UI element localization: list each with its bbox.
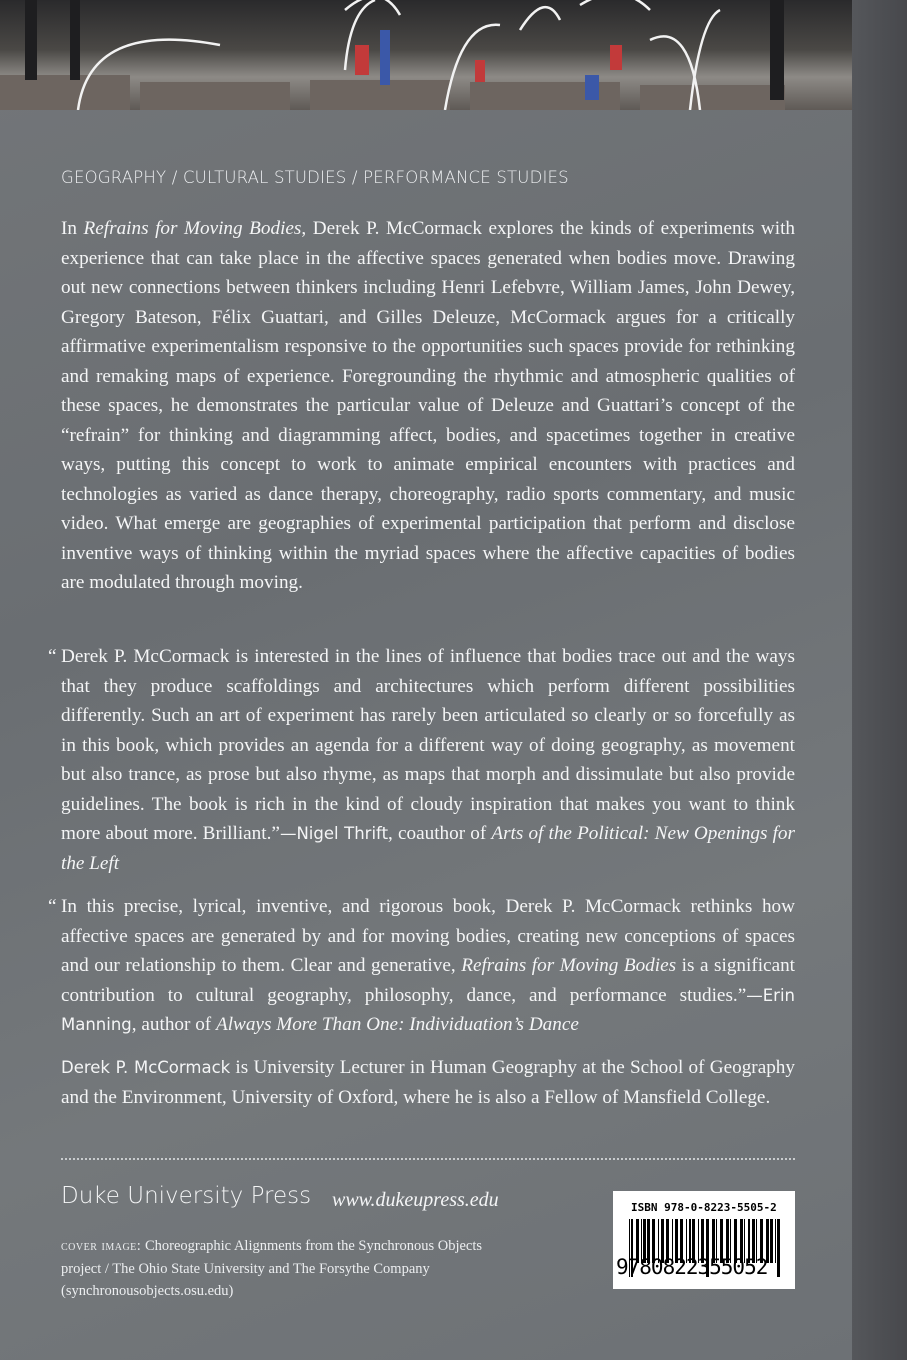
cover-photo <box>0 0 852 110</box>
cover-photo-dancers-icon <box>0 0 852 110</box>
open-quote: “ <box>48 646 57 667</box>
credit-text: Choreographic Alignments from the Synchronous Objects project / The Ohio State University and The Forsythe Company (synchronousobjects.osu.edu) <box>61 1238 483 1299</box>
category-label: GEOGRAPHY / CULTURAL STUDIES / PERFORMANCE STUDIES <box>61 168 569 187</box>
endorsement-author: —Erin Manning <box>61 985 795 1034</box>
endorsement-role: , author of <box>131 1014 216 1035</box>
barcode-bar <box>775 1219 776 1263</box>
barcode-bar <box>777 1219 780 1277</box>
endorsement-role: , coauthor of <box>388 823 492 844</box>
spine <box>852 0 907 1360</box>
author-bio <box>61 1053 795 1112</box>
endorsement-author: —Nigel Thrift <box>279 824 389 843</box>
endorsement-thrift <box>48 642 795 878</box>
endorsement-text: In this precise, lyrical, inventive, and rigorous book, Derek P. McCormack rethinks how affective spaces are generated by and for moving bodies, creating new conceptions of spaces and our relationship to them. Clear and generative, <box>61 896 795 976</box>
barcode-digits: 9780822355052 <box>616 1255 768 1279</box>
barcode-bar <box>770 1219 773 1263</box>
dotted-divider <box>61 1158 795 1160</box>
cover-credit <box>61 1235 521 1303</box>
author-name: Derek P. McCormack <box>61 1058 231 1077</box>
isbn-barcode <box>613 1191 795 1289</box>
endorsement-text: is a significant contribution to cultural geography, philosophy, dance, and performance studies.” <box>61 955 796 1006</box>
endorsement-work: Always More Than One: Individuation’s Dance <box>215 1014 579 1035</box>
description-paragraph <box>61 214 795 598</box>
open-quote: “ <box>48 896 57 917</box>
publisher-name: Duke University Press <box>61 1183 312 1209</box>
isbn-label: ISBN 978-0-8223-5505-2 <box>631 1201 777 1214</box>
book-title: Refrains for Moving Bodies <box>461 955 677 976</box>
endorsement-manning <box>48 892 796 1040</box>
publisher-url[interactable]: www.dukeupress.edu <box>332 1189 499 1211</box>
book-title: Refrains for Moving Bodies <box>83 218 302 239</box>
credit-label: cover image: <box>61 1238 142 1254</box>
endorsement-work: Arts of the Political: New Openings for the Left <box>61 823 795 874</box>
description-text: In <box>61 218 84 239</box>
endorsement-text: Derek P. McCormack is interested in the lines of influence that bodies trace out and the ways that they produce scaffoldings and architectures which perform different possibilities differently. Such an art of experiment has rarely been articulated so clearly or so forcefully as in this book, which provides an agenda for a different way of doing geography, as movement but also trance, as prose but also rhyme, as maps that morph and dissimulate but also provide guidelines. The book is rich in the kind of cloudy inspiration that makes you want to think more about more. Brilliant.” <box>61 646 795 844</box>
bio-text: is University Lecturer in Human Geography at the School of Geography and the Environment, University of Oxford, where he is also a Fellow of Mansfield College. <box>61 1057 795 1108</box>
description-text: , Derek P. McCormack explores the kinds of experiments with experience that can take place in the affective spaces generated when bodies move. Drawing out new connections between thinkers including Henri Lefebvre, William James, John Dewey, Gregory Bateson, Félix Guattari, and Gilles Deleuze, McCormack argues for a critically affirmative experimentalism responsive to the opportunities such spaces provide for rethinking and remaking maps of experience. Foregrounding the rhythmic and atmospheric qualities of these spaces, he demonstrates the particular value of Deleuze and Guattari’s concept of the “refrain” for thinking and diagramming affect, bodies, and spacetimes together in creative ways, putting this concept to work to animate empirical encounters with practices and technologies as varied as dance therapy, choreography, radio sports commentary, and music video. What emerge are geographies of experimental participation that perform and disclose inventive ways of thinking within the myriad spaces where the affective capacities of bodies are modulated through moving. <box>61 218 796 593</box>
